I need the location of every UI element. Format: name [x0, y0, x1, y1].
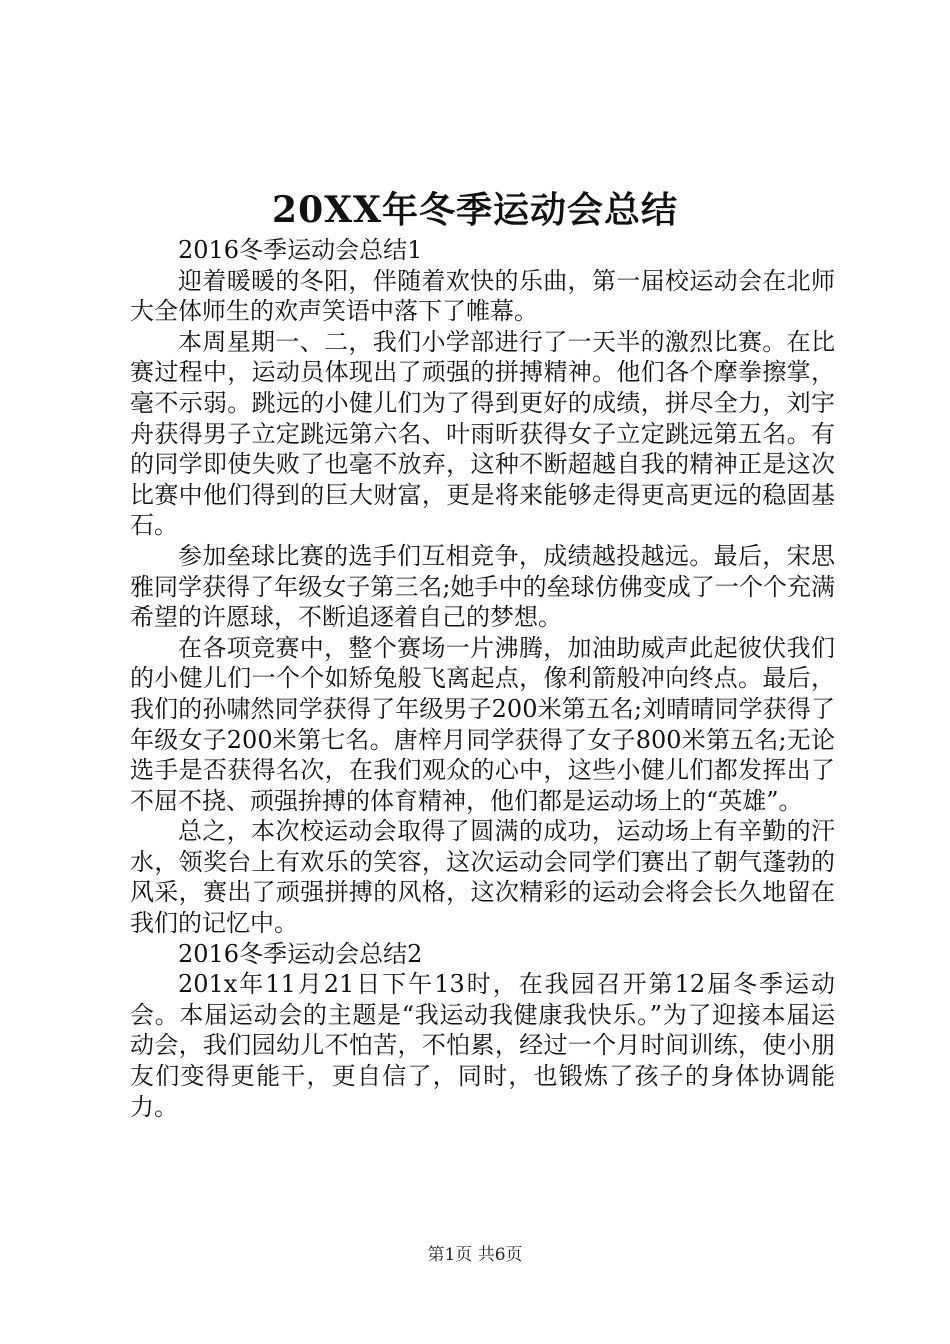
paragraph-4: 在各项竞赛中，整个赛场一片沸腾，加油助威声此起彼伏我们的小健儿们一个个如矫兔般飞离起点，像利箭般冲向终点。最后，我们的孙啸然同学获得了年级男子200米第五名;刘晴晴同学获得了年级女子200米第七名。唐梓月同学获得了女子800米第五名;无论选手是否获得名次，在我们观众的心中，这些小健儿们都发挥出了不屈不挠、顽强拚搏的体育精神，他们都是运动场上的“英雄”。	[130, 633, 835, 815]
paragraph-5: 总之，本次校运动会取得了圆满的成功，运动场上有辛勤的汗水，领奖台上有欢乐的笑容，这次运动会同学们赛出了朝气蓬勃的风采，赛出了顽强拼搏的风格，这次精彩的运动会将会长久地留在我们的记忆中。	[130, 817, 835, 938]
section-heading-2: 2016冬季运动会总结2	[178, 939, 423, 968]
paragraph-2: 本周星期一、二，我们小学部进行了一天半的激烈比赛。在比赛过程中，运动员体现出了顽强的拼搏精神。他们各个摩拳擦掌，毫不示弱。跳远的小健儿们为了得到更好的成绩，拼尽全力，刘宇舟获得男子立定跳远第六名、叶雨昕获得女子立定跳远第五名。有的同学即使失败了也毫不放弃，这种不断超越自我的精神正是这次比赛中他们得到的巨大财富，更是将来能够走得更高更远的稳固基石。	[130, 327, 835, 540]
page-number-footer: 第1页 共6页	[427, 1245, 523, 1265]
paragraph-6: 201x年11月21日下午13时，在我园召开第12届冬季运动会。本届运动会的主题是“我运动我健康我快乐。”为了迎接本届运动会，我们园幼儿不怕苦，不怕累，经过一个月时间训练，使小朋友们变得更能干，更自信了，同时，也锻炼了孩子的身体协调能力。	[130, 970, 835, 1121]
paragraph-1: 迎着暖暖的冬阳，伴随着欢快的乐曲，第一届校运动会在北师大全体师生的欢声笑语中落下了帷幕。	[130, 266, 835, 326]
document-title: 20XX年冬季运动会总结	[272, 189, 678, 231]
paragraph-3: 参加垒球比赛的选手们互相竞争，成绩越投越远。最后，宋思雅同学获得了年级女子第三名;她手中的垒球仿佛变成了一个个充满希望的许愿球，不断追逐着自己的梦想。	[130, 541, 835, 632]
document-body	[130, 235, 835, 1122]
section-heading-1: 2016冬季运动会总结1	[178, 236, 423, 264]
